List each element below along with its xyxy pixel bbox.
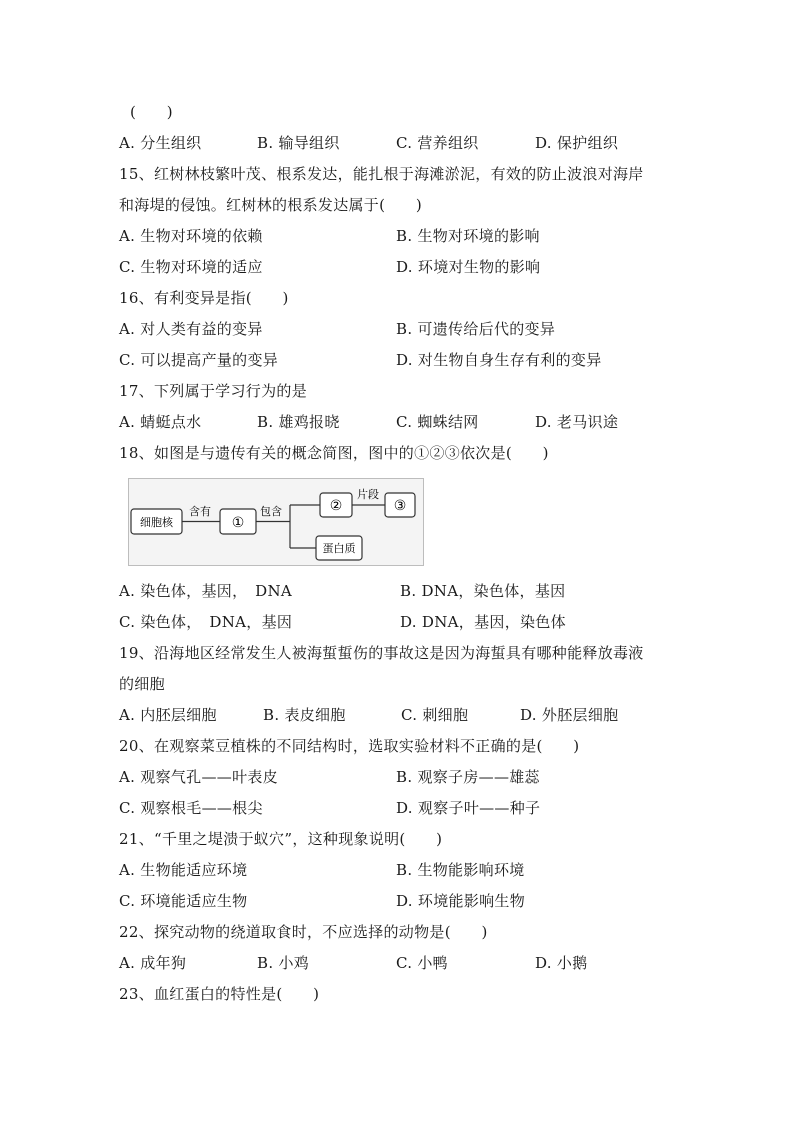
q15-option-b: B. 生物对环境的影响: [396, 227, 540, 245]
q20-stem: 20、在观察菜豆植株的不同结构时，选取实验材料不正确的是( ): [119, 737, 580, 755]
q21-option-b: B. 生物能影响环境: [396, 861, 525, 879]
protein-label: 蛋白质: [322, 542, 356, 555]
q19-stem-line1: 19、沿海地区经常发生人被海蜇蜇伤的事故这是因为海蜇具有哪种能释放毒液: [119, 644, 644, 662]
q16-option-d: D. 对生物自身生存有利的变异: [396, 351, 602, 369]
q22-option-b: B. 小鸡: [257, 954, 310, 972]
q18-option-c: C. 染色体， DNA，基因: [119, 613, 293, 631]
q15-stem-line1: 15、红树林枝繁叶茂、根系发达，能扎根于海滩淤泥，有效的防止波浪对海岸: [119, 165, 644, 183]
q23-stem: 23、血红蛋白的特性是( ): [119, 985, 320, 1003]
box-1-label: ①: [231, 515, 245, 531]
q14-option-a: A. 分生组织: [119, 134, 202, 152]
q19-stem-line2: 的细胞: [119, 675, 165, 693]
q16-option-c: C. 可以提高产量的变异: [119, 351, 279, 369]
q19-option-a: A. 内胚层细胞: [119, 706, 217, 724]
q15-option-a: A. 生物对环境的依赖: [119, 227, 263, 245]
q16-option-a: A. 对人类有益的变异: [119, 320, 263, 338]
q22-option-a: A. 成年狗: [119, 954, 187, 972]
box-2-label: ②: [329, 498, 343, 514]
q21-option-a: A. 生物能适应环境: [119, 861, 248, 879]
q16-option-b: B. 可遗传给后代的变异: [396, 320, 556, 338]
q18-stem: 18、如图是与遗传有关的概念简图，图中的①②③依次是( ): [119, 444, 549, 462]
q15-stem-line2: 和海堤的侵蚀。红树林的根系发达属于( ): [119, 196, 423, 214]
q17-option-c: C. 蜘蛛结网: [396, 413, 479, 431]
q22-option-d: D. 小鹅: [535, 954, 588, 972]
q20-option-b: B. 观察子房——雄蕊: [396, 768, 540, 786]
q21-stem: 21、“千里之堤溃于蚁穴”，这种现象说明( ): [119, 830, 443, 848]
q14-option-b: B. 输导组织: [257, 134, 340, 152]
q19-option-d: D. 外胚层细胞: [520, 706, 619, 724]
q20-option-d: D. 观察子叶——种子: [396, 799, 541, 817]
q18-option-d: D. DNA，基因，染色体: [400, 613, 566, 631]
q20-option-a: A. 观察气孔——叶表皮: [119, 768, 278, 786]
q15-option-d: D. 环境对生物的影响: [396, 258, 541, 276]
q14-option-d: D. 保护组织: [535, 134, 619, 152]
q14-bracket: ( ): [130, 103, 173, 121]
q22-option-c: C. 小鸭: [396, 954, 448, 972]
q19-option-c: C. 刺细胞: [401, 706, 469, 724]
nucleus-label: 细胞核: [140, 516, 173, 529]
q18-option-a: A. 染色体，基因， DNA: [119, 582, 293, 600]
box-3-label: ③: [393, 498, 407, 514]
q18-option-b: B. DNA，染色体，基因: [400, 582, 566, 600]
genetics-concept-diagram: [128, 478, 424, 566]
q17-stem: 17、下列属于学习行为的是: [119, 382, 307, 400]
q22-stem: 22、探究动物的绕道取食时，不应选择的动物是( ): [119, 923, 488, 941]
q17-option-a: A. 蜻蜓点水: [119, 413, 202, 431]
q17-option-d: D. 老马识途: [535, 413, 619, 431]
q15-option-c: C. 生物对环境的适应: [119, 258, 263, 276]
q21-option-c: C. 环境能适应生物: [119, 892, 248, 910]
contains-label: 含有: [189, 505, 211, 518]
q21-option-d: D. 环境能影响生物: [396, 892, 526, 910]
q20-option-c: C. 观察根毛——根尖: [119, 799, 263, 817]
q14-option-c: C. 营养组织: [396, 134, 479, 152]
q16-stem: 16、有利变异是指( ): [119, 289, 289, 307]
q17-option-b: B. 雄鸡报晓: [257, 413, 340, 431]
q19-option-b: B. 表皮细胞: [263, 706, 346, 724]
segment-label: 片段: [357, 488, 379, 501]
includes-label: 包含: [260, 505, 282, 518]
